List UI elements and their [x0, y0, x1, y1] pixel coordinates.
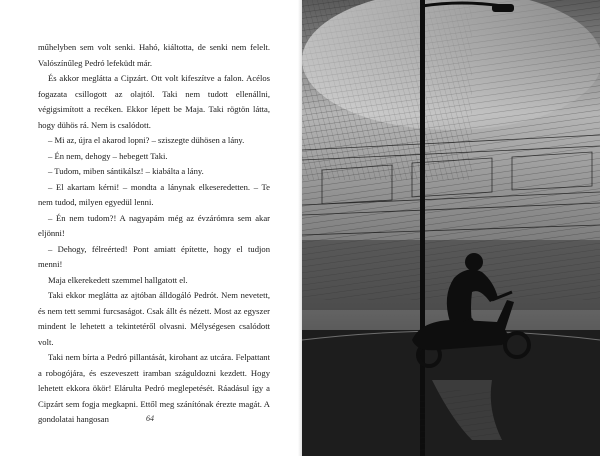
paragraph: – Dehogy, félreérted! Pont amiatt építette, hogy el tudjon menni!	[38, 243, 270, 269]
paragraph: – Én nem tudom?! A nagyapám még az évzárómra sem akar eljönni!	[38, 212, 270, 238]
paragraph: műhelyben sem volt senki. Hahó, kiáltotta, de senki nem felelt. Valószínűleg Pedró lefeküdt már.	[38, 42, 270, 68]
paragraph: És akkor meglátta a Cipzárt. Ott volt kifeszítve a falon. Acélos fogazata csillogott az olajtól. Taki nem tudott ellenállni, végigsimított a recéken. Ekkor lépett be Maja. Taki rögtön látta, hogy dühös rá. Nem is csalódott.	[38, 73, 270, 130]
paragraph: Maja elkerekedett szemmel hallgatott el.	[48, 274, 188, 285]
lamp-head	[492, 4, 514, 12]
rider-head	[465, 253, 483, 271]
illustration-page	[302, 0, 600, 456]
body-text	[38, 40, 270, 428]
street-texture	[302, 390, 600, 456]
paragraph: – El akartam kérni! – mondta a lánynak elkeseredetten. – Te nem tudod, milyen egyedül lenni.	[38, 181, 270, 207]
lamp-post	[420, 0, 425, 456]
paragraph: Taki ekkor meglátta az ajtóban álldogáló Pedrót. Nem nevetett, és nem tett semmi furcsaságot. Csak állt és nézett. Most az egyszer mindent le lehetett a tekintetéről olvasni. Mélységesen csalódott volt.	[38, 290, 270, 347]
page-number: 64	[146, 414, 154, 423]
paragraph: – Tudom, miben sántikálsz! – kiabálta a lány.	[48, 166, 204, 176]
street-scene-illustration	[302, 0, 600, 456]
paragraph: Taki nem bírta a Pedró pillantását, kirohant az utcára. Felpattant a robogójára, és eszeveszett iramban száguldozni kezdett. Hogy lehetett ekkora ökör! Elárulta Pedró meglepetését. Ráadásul így a Cipzárt sem fogja megkapni. Ettől meg szánítónak érezte magát. A gondolatai hangosan	[38, 352, 270, 424]
paragraph: – Én nem, dehogy – hebegett Taki.	[48, 150, 168, 161]
paragraph: – Mi az, újra el akarod lopni? – sziszegte dühösen a lány.	[48, 135, 245, 145]
